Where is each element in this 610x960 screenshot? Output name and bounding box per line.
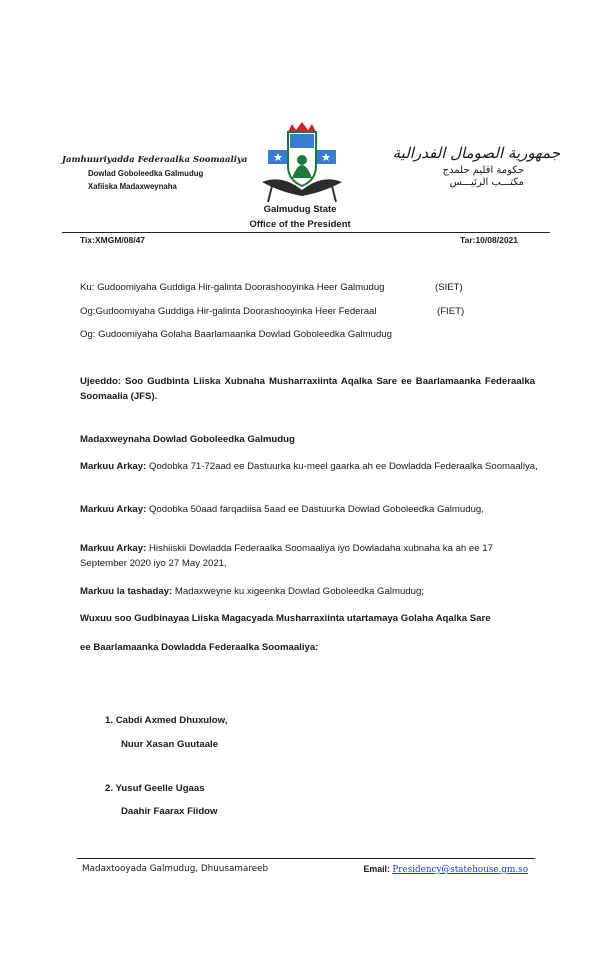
recipient-line: Og:Gudoomiyaha Guddiga Hir-galinta Doorashooyinka Heer Federaal (FIET) — [80, 306, 465, 317]
submission-line-1: Wuxuu soo Gudbinayaa Liiska Magacyada Musharraxiinta utartamaya Golaha Aqalka Sare — [80, 613, 491, 624]
footer-divider — [77, 858, 535, 859]
submission-line-2: ee Baarlamaanka Dowladda Federaalka Soomaaliya: — [80, 642, 319, 653]
subject-line: Ujeeddo: Soo Gudbinta Liiska Xubnaha Musharraxiinta Aqalka Sare ee Baarlamaanka Federaalka Soomaalia (JFS). — [80, 376, 535, 402]
state-name: Galmudug State — [263, 204, 337, 215]
footer-email: Email: Presidency@statehouse.gm.so — [363, 864, 528, 875]
header-divider — [62, 232, 550, 233]
recipient-line: Ku: Gudoomiyaha Guddiga Hir-galinta Doorashooyinka Heer Galmudug (SIET) — [80, 282, 463, 293]
letterhead-line-state: Dowlad Goboleedka Galmudug — [88, 169, 204, 178]
arabic-line-office: مكتـــب الرئيـــس — [449, 177, 524, 188]
recipient-line: Og: Gudoomiyaha Golaha Baarlamaanka Dowlad Goboleedka Galmudug — [80, 329, 392, 340]
candidate-alternate: Daahir Faarax Fiidow — [121, 806, 218, 817]
email-link[interactable]: Presidency@statehouse.gm.so — [392, 865, 528, 875]
arabic-line-republic: جمهورية الصومال الفدرالية — [392, 144, 560, 162]
arabic-line-state: حكومة اقليم جلمدج — [442, 165, 524, 176]
letterhead-arabic — [360, 144, 560, 188]
letterhead-line-office: Xafiiska Madaxweynaha — [88, 182, 177, 191]
letter-date: Tar:10/08/2021 — [460, 235, 518, 245]
recital: Markuu Arkay: Qodobka 50aad farqadiisa 5aad ee Dastuurka Dowlad Goboleedka Galmudug, — [80, 504, 484, 515]
recital: Markuu Arkay: Hishiiskii Dowladda Federaalka Soomaaliya iyo Dowladaha xubnaha ka ah ee 17 September 2020 iyo 27 May 2021, — [80, 543, 493, 569]
candidate-item: 1. Cabdi Axmed Dhuxulow, — [105, 715, 228, 726]
candidate-alternate: Nuur Xasan Guutaale — [121, 739, 219, 750]
recital: Markuu la tashaday: Madaxweyne ku xigeenka Dowlad Goboleedka Galmudug; — [80, 586, 424, 597]
coat-of-arms-icon — [252, 122, 352, 204]
office-name: Office of the President — [249, 219, 351, 230]
issuer-title: Madaxweynaha Dowlad Goboleedka Galmudug — [80, 434, 295, 445]
letterhead-somali — [62, 154, 252, 193]
reference-number: Tix:XMGM/08/47 — [80, 235, 146, 245]
candidate-item: 2. Yusuf Geelle Ugaas — [105, 783, 205, 794]
recital: Markuu Arkay: Qodobka 71-72aad ee Dastuurka ku-meel gaarka ah ee Dowladda Federaalka Soomaaliya, — [80, 461, 538, 472]
footer-address: Madaxtooyada Galmudug, Dhuusamareeb — [82, 864, 269, 874]
letterhead-line-republic: Jamhuuriyadda Federaalka Soomaaliya — [62, 155, 248, 165]
